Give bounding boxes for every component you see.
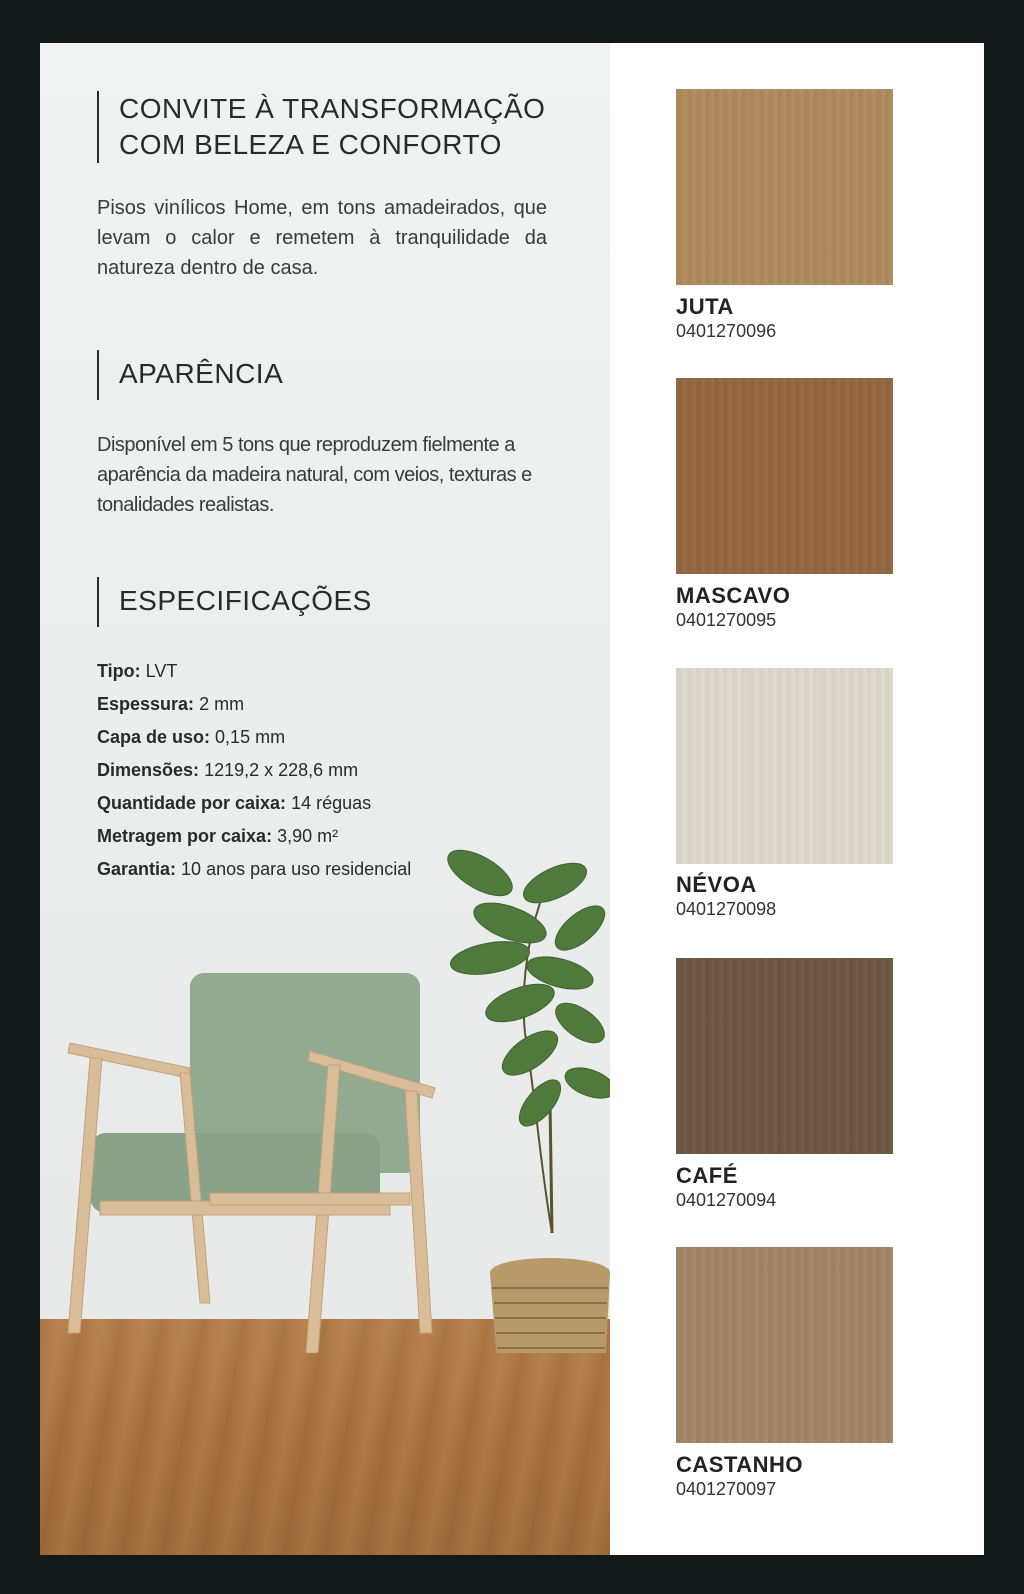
- swatch-code: 0401270097: [676, 1479, 777, 1499]
- swatch-cafe: [676, 958, 893, 1154]
- spec-value: 0,15 mm: [215, 727, 286, 747]
- swatch-name: CAFÉ: [676, 1163, 738, 1188]
- swatch-code: 0401270094: [676, 1190, 777, 1210]
- specs-list: [97, 655, 411, 886]
- spec-value: LVT: [145, 661, 178, 681]
- spec-row: [97, 853, 411, 886]
- spec-label: Capa de uso:: [97, 727, 211, 747]
- spec-value: 1219,2 x 228,6 mm: [204, 760, 359, 780]
- spec-value: 10 anos para uso residencial: [181, 859, 412, 879]
- intro-section: [97, 91, 547, 283]
- appearance-text: Disponível em 5 tons que reproduzem fielmente a aparência da madeira natural, com veios, texturas e tonalidades realistas.: [97, 434, 532, 516]
- potted-plant-image: [440, 833, 610, 1353]
- spec-row: [97, 787, 411, 820]
- spec-row: [97, 655, 411, 688]
- intro-title-line2: COM BELEZA E CONFORTO: [119, 129, 502, 160]
- appearance-title: APARÊNCIA: [119, 358, 284, 389]
- appearance-section: [97, 350, 547, 520]
- swatch-name: CASTANHO: [676, 1452, 804, 1477]
- left-panel: [40, 43, 610, 1555]
- spec-row: [97, 688, 411, 721]
- armchair-image: [60, 973, 450, 1353]
- swatch-castanho: [676, 1247, 893, 1443]
- intro-text: Pisos vinílicos Home, em tons amadeirados, que levam o calor e remetem à tranquilidade da natureza dentro de casa.: [97, 197, 547, 279]
- intro-heading: [97, 91, 547, 163]
- spec-label: Espessura:: [97, 694, 195, 714]
- swatch-juta: [676, 89, 893, 285]
- wood-floor: [40, 1319, 610, 1555]
- spec-label: Quantidade por caixa:: [97, 793, 287, 813]
- spec-value: 3,90 m²: [277, 826, 339, 846]
- swatch-code: 0401270096: [676, 321, 777, 341]
- spec-row: [97, 754, 411, 787]
- swatch-name: NÉVOA: [676, 872, 757, 897]
- spec-label: Dimensões:: [97, 760, 200, 780]
- swatch-code: 0401270095: [676, 610, 777, 630]
- intro-title-line1: CONVITE À TRANSFORMAÇÃO: [119, 93, 546, 124]
- spec-label: Metragem por caixa:: [97, 826, 273, 846]
- swatch-name: MASCAVO: [676, 583, 791, 608]
- spec-row: [97, 820, 411, 853]
- swatch-mascavo: [676, 378, 893, 574]
- appearance-heading: [97, 350, 547, 400]
- spec-label: Tipo:: [97, 661, 141, 681]
- specs-heading: [97, 577, 372, 627]
- brochure-page: [40, 43, 984, 1555]
- spec-value: 14 réguas: [291, 793, 372, 813]
- specs-heading-section: [97, 577, 372, 627]
- spec-row: [97, 721, 411, 754]
- spec-label: Garantia:: [97, 859, 177, 879]
- spec-value: 2 mm: [199, 694, 245, 714]
- specs-title: ESPECIFICAÇÕES: [119, 585, 372, 616]
- swatch-name: JUTA: [676, 294, 734, 319]
- swatch-nevoa: [676, 668, 893, 864]
- swatch-code: 0401270098: [676, 899, 777, 919]
